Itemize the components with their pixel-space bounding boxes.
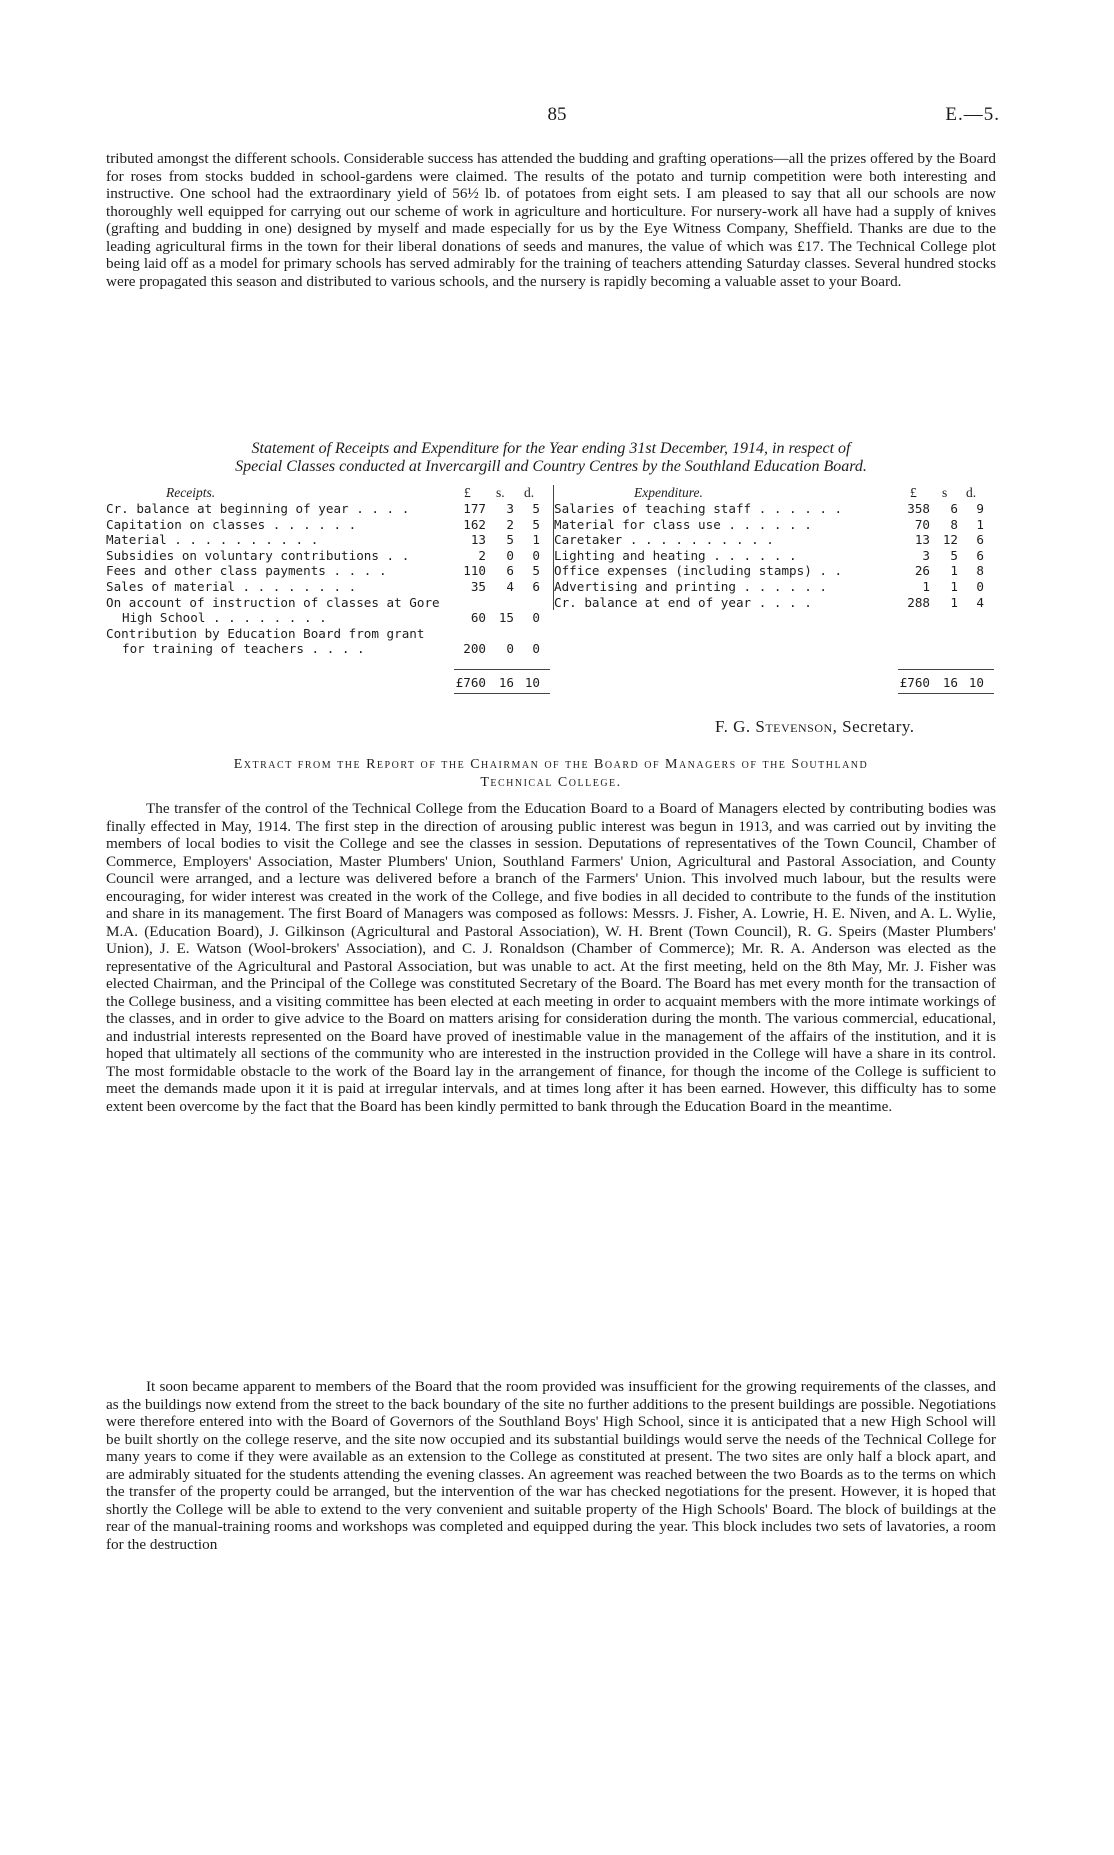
expenditure-rows (554, 501, 999, 610)
receipts-row-label: Capitation on classes . . . . . . (106, 516, 357, 532)
signature-initials: F. G. (715, 717, 756, 736)
receipts-row-pence: 1 (532, 532, 540, 548)
expenditure-row (554, 532, 999, 548)
expenditure-pence-heading: d. (966, 485, 977, 500)
receipts-row-shillings: 6 (506, 563, 514, 579)
expenditure-total-pounds: £760 (899, 675, 930, 690)
receipts-row-shillings: 2 (506, 516, 514, 532)
receipts-row-shillings: 0 (506, 547, 514, 563)
receipts-row-pounds: 162 (463, 516, 486, 532)
paragraph-buildings-text: It soon became apparent to members of the Board that the room provided was insufficient for the growing requirements of the classes, and as the buildings now extend from the street to the back boundary of the site no further additions to the present buildings are possible. Negotiations were therefore entered into with the Board of Governors of the Southland Boys' High School, since it is anticipated that a new High School will be built shortly on the college reserve, and the site now occupied and its substantial buildings would serve the needs of the Technical College for many years to come if they were available as an extension to the College as constituted at present. The two sites are only half a block apart, and are admirably situated for the students attending the evening classes. An agreement was reached between the two Boards as to the terms on which the transfer of the property could be arranged, but the intervention of the war has checked negotiations for the present. However, it is hoped that shortly the College will be able to extend to the very convenient and suitable property of the High Schools' Board. The block of buildings at the rear of the manual-training rooms and workshops was completed and equipped during the year. This block includes two sets of lavatories, a room for the destruction (106, 1378, 996, 1553)
paragraph-agriculture: tributed amongst the different schools. Considerable success has attended the budding and grafting operations—all the prizes offered by the Board for roses from stocks budded in school-gardens were claimed. The results of the potato and turnip competition were both interesting and instructive. One school had the extraordinary yield of 56½ lb. of potatoes from eight sets. I am pleased to say that all our schools are now thoroughly well equipped for carrying out our scheme of work in agriculture and horticulture. For nursery-work all have had a supply of knives (grafting and budding in one) designed by myself and made especially for us by the Eye Witness Company, Sheffield. Thanks are due to the leading agricultural firms in the town for their liberal donations of seeds and manures, the value of which was £17. The Technical College plot being laid off as a model for primary schools has served admirably for the training of teachers attending Saturday classes. Several hundred stocks were propagated this season and distributed to various schools, and the nursery is rapidly becoming a valuable asset to your Board. (106, 150, 996, 290)
receipts-row-label: Fees and other class payments . . . . (106, 563, 387, 579)
receipts-row-shillings: 4 (506, 578, 514, 594)
statement-title-line-2: Special Classes conducted at Invercargill and Country Centres by the Southland Education Board. (235, 458, 867, 475)
expenditure-row-pounds: 26 (914, 563, 930, 579)
page-number: 85 (547, 104, 567, 125)
expenditure-row-pence: 1 (976, 516, 984, 532)
receipts-header (106, 485, 559, 501)
receipts-row-pounds: 200 (463, 641, 486, 657)
expenditure-row-label: Advertising and printing . . . . . . (554, 578, 827, 594)
receipts-table (106, 485, 559, 690)
receipts-row (106, 501, 559, 517)
expenditure-row (554, 595, 999, 611)
receipts-row-pounds: 35 (470, 578, 486, 594)
expenditure-row (554, 548, 999, 564)
document-reference: E.—5. (945, 104, 1000, 125)
expenditure-row-shillings: 5 (950, 547, 958, 563)
receipts-row (106, 626, 559, 642)
statement-title-line-1: Statement of Receipts and Expenditure for the Year ending 31st December, 1914, in respect of (251, 440, 851, 457)
expenditure-row-label: Cr. balance at end of year . . . . (554, 594, 812, 610)
receipts-row-shillings: 5 (506, 532, 514, 548)
expenditure-row (554, 579, 999, 595)
receipts-row-pence: 5 (532, 563, 540, 579)
expenditure-heading: Expenditure. (634, 485, 703, 500)
receipts-row-pence: 6 (532, 578, 540, 594)
receipts-row-shillings: 3 (506, 501, 514, 516)
receipts-pence-heading: d. (524, 485, 535, 500)
receipts-row-pence: 5 (532, 516, 540, 532)
receipts-heading: Receipts. (166, 485, 216, 500)
receipts-pounds-heading: £ (464, 485, 471, 500)
expenditure-table (553, 485, 999, 690)
expenditure-row-pounds: 288 (907, 594, 930, 610)
expenditure-row-label: Lighting and heating . . . . . . (554, 547, 797, 563)
expenditure-row-pence: 6 (976, 532, 984, 548)
expenditure-total-rule (898, 669, 994, 670)
receipts-row-shillings: 0 (506, 641, 514, 657)
expenditure-header (554, 485, 999, 501)
receipts-row-label: for training of teachers . . . . (122, 641, 365, 657)
expenditure-row-shillings: 1 (950, 563, 958, 579)
paragraph-buildings (106, 1378, 996, 1553)
expenditure-shillings-heading: s (942, 485, 948, 500)
expenditure-row-shillings: 6 (950, 501, 958, 516)
receipts-row (106, 548, 559, 564)
expenditure-row-pence: 4 (976, 594, 984, 610)
receipts-row (106, 563, 559, 579)
expenditure-row (554, 563, 999, 579)
signature-title: , Secretary. (832, 717, 915, 736)
statement-title (106, 440, 996, 476)
receipts-bottom-rule (454, 693, 550, 694)
expenditure-total-shillings: 16 (942, 675, 958, 690)
receipts-row-pence: 5 (532, 501, 540, 516)
receipts-row-label: On account of instruction of classes at Gore (106, 594, 440, 610)
expenditure-row-pence: 9 (976, 501, 984, 516)
receipts-total-row (106, 675, 559, 691)
receipts-row-pence: 0 (532, 641, 540, 657)
expenditure-row-label: Caretaker . . . . . . . . . . (554, 532, 774, 548)
receipts-row-label: Subsidies on voluntary contributions . . (106, 547, 410, 563)
receipts-row-shillings: 15 (498, 610, 514, 626)
signature-name: Stevenson (755, 717, 833, 736)
extract-title-line-1: Extract from the Report of the Chairman of the Board of Managers of the Southland (233, 757, 869, 772)
paragraph-board-transfer (106, 800, 996, 1115)
receipts-total-shillings: 16 (498, 675, 514, 690)
expenditure-row-label: Material for class use . . . . . . (554, 516, 812, 532)
expenditure-total-pence: 10 (968, 675, 984, 690)
expenditure-row-pounds: 1 (922, 578, 930, 594)
expenditure-row-shillings: 1 (950, 578, 958, 594)
receipts-row-pence: 0 (532, 547, 540, 563)
receipts-total-rule (454, 669, 550, 670)
receipts-row-label: High School . . . . . . . . (122, 610, 327, 626)
expenditure-row (554, 517, 999, 533)
receipts-row-label: Material . . . . . . . . . . (106, 532, 319, 548)
expenditure-row-pounds: 3 (922, 547, 930, 563)
receipts-shillings-heading: s. (496, 485, 505, 500)
receipts-row (106, 517, 559, 533)
expenditure-row-label: Salaries of teaching staff . . . . . . (554, 501, 843, 516)
expenditure-row-label: Office expenses (including stamps) . . (554, 563, 843, 579)
receipts-total-pence: 10 (524, 675, 540, 690)
receipts-row-pounds: 177 (463, 501, 486, 516)
expenditure-row-shillings: 8 (950, 516, 958, 532)
expenditure-row-shillings: 12 (942, 532, 958, 548)
receipts-row-pounds: 2 (478, 547, 486, 563)
receipts-total-pounds: £760 (455, 675, 486, 690)
receipts-row (106, 532, 559, 548)
receipts-row-label: Contribution by Education Board from grant (106, 625, 425, 641)
expenditure-row-pounds: 358 (907, 501, 930, 516)
signature (715, 717, 915, 737)
receipts-row (106, 595, 559, 611)
receipts-row-pounds: 13 (470, 532, 486, 548)
expenditure-row-pounds: 70 (914, 516, 930, 532)
expenditure-row-pence: 0 (976, 578, 984, 594)
expenditure-row-shillings: 1 (950, 594, 958, 610)
receipts-row-pounds: 60 (470, 610, 486, 626)
receipts-row (106, 579, 559, 595)
expenditure-pounds-heading: £ (910, 485, 917, 500)
expenditure-row-pence: 8 (976, 563, 984, 579)
expenditure-bottom-rule (898, 693, 994, 694)
receipts-row-label: Sales of material . . . . . . . . (106, 578, 357, 594)
expenditure-total-row (554, 675, 999, 691)
receipts-row-pence: 0 (532, 610, 540, 626)
expenditure-row (554, 501, 999, 517)
receipts-rows (106, 501, 559, 657)
expenditure-row-pence: 6 (976, 547, 984, 563)
receipts-row (106, 610, 559, 626)
receipts-row-label: Cr. balance at beginning of year . . . . (106, 501, 410, 516)
extract-title (106, 756, 996, 792)
receipts-row (106, 641, 559, 657)
receipts-row-pounds: 110 (463, 563, 486, 579)
paragraph-board-transfer-text: The transfer of the control of the Technical College from the Education Board to a Board of Managers elected by contributing bodies was finally effected in May, 1914. The first step in the direction of arousing public interest was begun in 1913, and was carried out by inviting the members of local bodies to visit the College and see the classes in session. Deputations of representatives of the Town Council, Chamber of Commerce, Employers' Association, Master Plumbers' Union, Southland Farmers' Union, Agricultural and Pastoral Association, and County Council were arranged, and a lecture was delivered before a branch of the Farmers' Union. This involved much labour, but the results were encouraging, for wider interest was created in the work of the College, and five bodies in all decided to contribute to the funds of the institution and share in its management. The first Board of Managers was composed as follows: Messrs. J. Fisher, A. Lowrie, H. E. Niven, and A. L. Wylie, M.A. (Education Board), J. Gilkinson (Agricultural and Pastoral Association), W. H. Brent (Town Council), R. G. Speirs (Master Plumbers' Union), J. E. Watson (Wool-brokers' Association), and C. J. Ronaldson (Chamber of Commerce); Mr. R. A. Anderson was elected as the representative of the Agricultural and Pastoral Association, but was unable to act. At the first meeting, held on the 8th May, Mr. J. Fisher was elected Chairman, and the Principal of the College was constituted Secretary of the Board. The Board has met every month for the transaction of the College business, and a visiting committee has been elected at each meeting in order to acquaint members with the more intimate workings of the classes, and in order to give advice to the Board on matters arising for consideration during the month. The various commercial, educational, and industrial interests represented on the Board have proved of inestimable value in the management of the affairs of the institution, and it is hoped that ultimately all sections of the community who are interested in the instruction provided in the College will have a share in its control. The most formidable obstacle to the work of the Board lay in the arrangement of finance, for though the income of the College is sufficient to meet the demands made upon it it is paid at irregular intervals, and at times long after it has been earned. However, this difficulty has to some extent been overcome by the fact that the Board has been kindly permitted to bank through the Education Board in the meantime. (106, 800, 996, 1115)
expenditure-row-pounds: 13 (914, 532, 930, 548)
extract-title-line-2: Technical College. (480, 775, 622, 790)
